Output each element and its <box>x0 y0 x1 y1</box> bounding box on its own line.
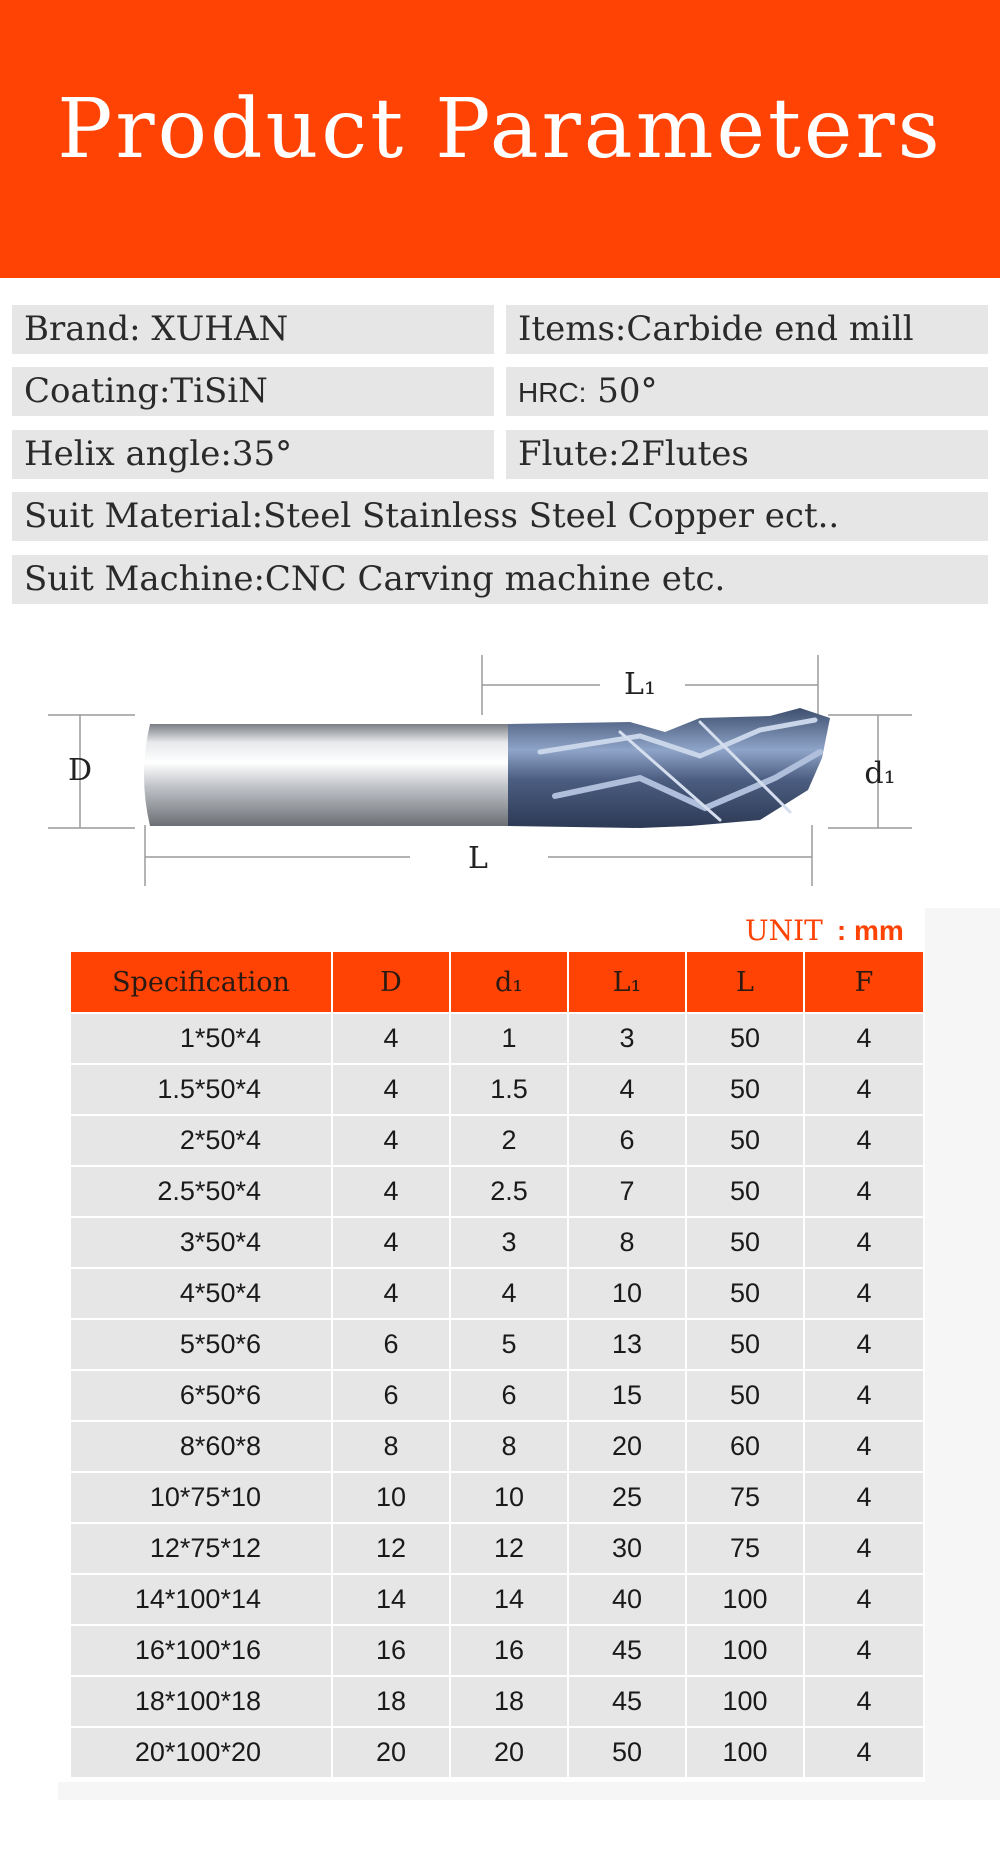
param-coating: Coating:TiSiN <box>12 367 494 416</box>
cell-D: 16 <box>332 1625 450 1676</box>
cell-D: 4 <box>332 1268 450 1319</box>
cell-specification: 10*75*10 <box>70 1472 332 1523</box>
cell-D: 10 <box>332 1472 450 1523</box>
cell-F: 4 <box>804 1421 924 1472</box>
cell-L: 50 <box>686 1370 804 1421</box>
header-L: L <box>686 951 804 1013</box>
table-row <box>70 1064 924 1115</box>
cell-F: 4 <box>804 1115 924 1166</box>
cell-L: 60 <box>686 1421 804 1472</box>
cell-d1: 1 <box>450 1013 568 1064</box>
cell-L1: 45 <box>568 1625 686 1676</box>
cell-D: 6 <box>332 1319 450 1370</box>
cell-L: 50 <box>686 1115 804 1166</box>
cell-F: 4 <box>804 1268 924 1319</box>
cell-F: 4 <box>804 1166 924 1217</box>
param-suit-machine: Suit Machine:CNC Carving machine etc. <box>12 555 988 604</box>
cell-L: 50 <box>686 1268 804 1319</box>
unit-label <box>745 908 904 954</box>
label-L1: L₁ <box>624 667 656 702</box>
cell-F: 4 <box>804 1472 924 1523</box>
cell-L1: 7 <box>568 1166 686 1217</box>
cell-d1: 2.5 <box>450 1166 568 1217</box>
cell-F: 4 <box>804 1013 924 1064</box>
cell-d1: 18 <box>450 1676 568 1727</box>
cell-specification: 1*50*4 <box>70 1013 332 1064</box>
end-mill-drawing <box>0 640 1000 900</box>
cell-L1: 4 <box>568 1064 686 1115</box>
cell-specification: 18*100*18 <box>70 1676 332 1727</box>
cell-L: 75 <box>686 1472 804 1523</box>
cell-D: 12 <box>332 1523 450 1574</box>
cell-D: 20 <box>332 1727 450 1778</box>
cell-F: 4 <box>804 1523 924 1574</box>
cell-L1: 6 <box>568 1115 686 1166</box>
param-hrc-label: HRC: <box>518 377 587 408</box>
param-items: Items:Carbide end mill <box>506 305 988 354</box>
header-L1: L₁ <box>568 951 686 1013</box>
cell-d1: 20 <box>450 1727 568 1778</box>
cell-specification: 2*50*4 <box>70 1115 332 1166</box>
cell-d1: 12 <box>450 1523 568 1574</box>
header-D: D <box>332 951 450 1013</box>
cell-d1: 14 <box>450 1574 568 1625</box>
cell-d1: 2 <box>450 1115 568 1166</box>
cell-F: 4 <box>804 1064 924 1115</box>
shank <box>144 724 512 826</box>
unit-word: UNIT <box>745 914 823 947</box>
cell-specification: 16*100*16 <box>70 1625 332 1676</box>
cell-D: 4 <box>332 1115 450 1166</box>
cell-D: 6 <box>332 1370 450 1421</box>
cell-d1: 16 <box>450 1625 568 1676</box>
table-row <box>70 1115 924 1166</box>
cell-L: 100 <box>686 1574 804 1625</box>
cell-L: 50 <box>686 1319 804 1370</box>
cell-L1: 45 <box>568 1676 686 1727</box>
table-body <box>70 1013 924 1778</box>
header-F: F <box>804 951 924 1013</box>
table-row <box>70 1217 924 1268</box>
table-row <box>70 1268 924 1319</box>
cell-specification: 20*100*20 <box>70 1727 332 1778</box>
cell-specification: 6*50*6 <box>70 1370 332 1421</box>
end-mill-diagram <box>0 640 1000 900</box>
label-D: D <box>67 753 93 788</box>
cell-d1: 3 <box>450 1217 568 1268</box>
table-row <box>70 1727 924 1778</box>
cell-L1: 40 <box>568 1574 686 1625</box>
cell-L1: 8 <box>568 1217 686 1268</box>
cell-D: 4 <box>332 1166 450 1217</box>
header-specification: Specification <box>70 951 332 1013</box>
cell-d1: 8 <box>450 1421 568 1472</box>
page-title: Product Parameters <box>57 82 943 177</box>
cell-L: 50 <box>686 1064 804 1115</box>
cell-L1: 3 <box>568 1013 686 1064</box>
cell-specification: 4*50*4 <box>70 1268 332 1319</box>
cell-specification: 3*50*4 <box>70 1217 332 1268</box>
cell-specification: 1.5*50*4 <box>70 1064 332 1115</box>
param-helix-angle: Helix angle:35° <box>12 430 494 479</box>
table-row <box>70 1523 924 1574</box>
cell-L1: 20 <box>568 1421 686 1472</box>
cell-d1: 10 <box>450 1472 568 1523</box>
table-row <box>70 1013 924 1064</box>
cell-d1: 6 <box>450 1370 568 1421</box>
cell-specification: 2.5*50*4 <box>70 1166 332 1217</box>
cell-F: 4 <box>804 1727 924 1778</box>
cell-D: 4 <box>332 1013 450 1064</box>
cell-L: 50 <box>686 1217 804 1268</box>
spec-table <box>69 950 925 1779</box>
header-banner <box>0 0 1000 278</box>
cell-F: 4 <box>804 1676 924 1727</box>
cell-D: 14 <box>332 1574 450 1625</box>
cell-L: 100 <box>686 1727 804 1778</box>
cell-L: 100 <box>686 1625 804 1676</box>
cell-L1: 10 <box>568 1268 686 1319</box>
table-row <box>70 1421 924 1472</box>
cell-L1: 30 <box>568 1523 686 1574</box>
cell-F: 4 <box>804 1625 924 1676</box>
cell-specification: 5*50*6 <box>70 1319 332 1370</box>
table-backdrop <box>925 908 1000 1798</box>
cell-L: 100 <box>686 1676 804 1727</box>
table-row <box>70 1166 924 1217</box>
unit-value: : mm <box>836 915 904 946</box>
cell-F: 4 <box>804 1370 924 1421</box>
cell-specification: 8*60*8 <box>70 1421 332 1472</box>
cell-specification: 12*75*12 <box>70 1523 332 1574</box>
table-backdrop-bottom <box>58 1782 1000 1800</box>
cell-L1: 50 <box>568 1727 686 1778</box>
param-hrc <box>506 367 988 416</box>
table-row <box>70 1472 924 1523</box>
cell-d1: 5 <box>450 1319 568 1370</box>
cell-F: 4 <box>804 1319 924 1370</box>
param-hrc-value: 50° <box>586 371 658 411</box>
label-L: L <box>468 841 488 876</box>
cell-L1: 15 <box>568 1370 686 1421</box>
cell-F: 4 <box>804 1574 924 1625</box>
cell-d1: 4 <box>450 1268 568 1319</box>
table-row <box>70 1370 924 1421</box>
param-suit-material: Suit Material:Steel Stainless Steel Copper ect.. <box>12 492 988 541</box>
table-header-row <box>70 951 924 1013</box>
cell-L: 50 <box>686 1013 804 1064</box>
label-d1: d₁ <box>864 756 896 791</box>
cell-D: 4 <box>332 1217 450 1268</box>
cell-F: 4 <box>804 1217 924 1268</box>
cell-L1: 13 <box>568 1319 686 1370</box>
cell-L: 50 <box>686 1166 804 1217</box>
cell-D: 4 <box>332 1064 450 1115</box>
table-row <box>70 1676 924 1727</box>
cell-specification: 14*100*14 <box>70 1574 332 1625</box>
cell-L: 75 <box>686 1523 804 1574</box>
cell-D: 8 <box>332 1421 450 1472</box>
cell-d1: 1.5 <box>450 1064 568 1115</box>
table-row <box>70 1625 924 1676</box>
param-flute: Flute:2Flutes <box>506 430 988 479</box>
table-row <box>70 1319 924 1370</box>
cell-D: 18 <box>332 1676 450 1727</box>
header-d1: d₁ <box>450 951 568 1013</box>
table-row <box>70 1574 924 1625</box>
cell-L1: 25 <box>568 1472 686 1523</box>
param-brand: Brand: XUHAN <box>12 305 494 354</box>
